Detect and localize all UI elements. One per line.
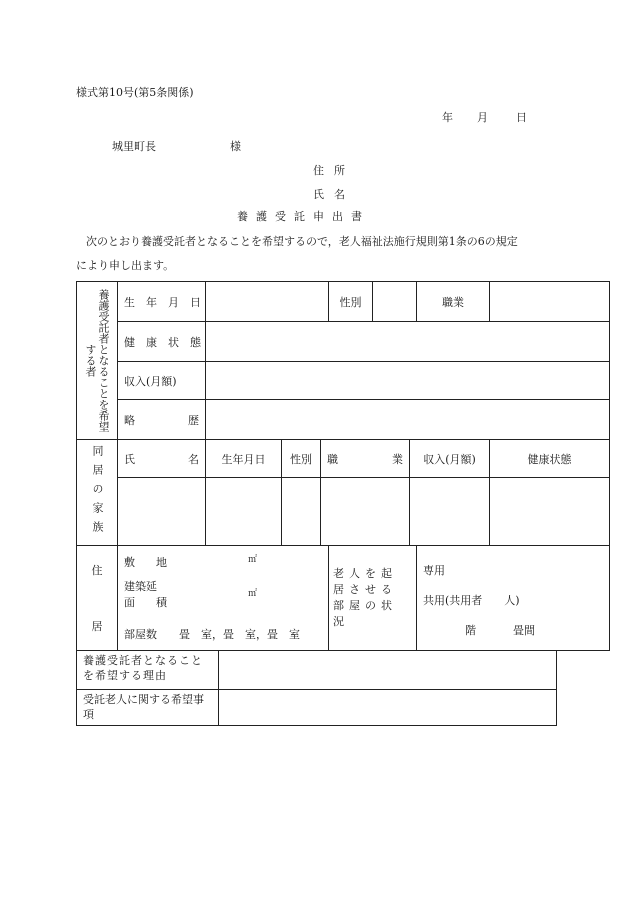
health-field[interactable] [206, 322, 610, 362]
family-col-name: 氏 名 [118, 440, 206, 478]
application-table [76, 281, 610, 651]
tatami-label: 畳間 [513, 624, 535, 637]
gender-label: 性別 [329, 282, 373, 322]
addressee-suffix: 様 [230, 140, 241, 153]
reason-table [76, 650, 557, 726]
name-label: 氏名 [313, 188, 355, 201]
family-col-health: 健康状態 [490, 440, 610, 478]
request-field[interactable] [219, 690, 557, 726]
private-use: 専用 [423, 564, 445, 577]
history-label: 略 歴 [118, 400, 206, 440]
residence-details[interactable]: 敷 地 ㎡ 建築延 面 積 ㎡ 部屋数 畳 室，畳 室，畳 室 [118, 546, 329, 651]
family-occupation-field[interactable] [321, 478, 410, 546]
address-label: 住所 [313, 164, 355, 177]
income-label: 収入(月額) [118, 362, 206, 400]
family-col-gender: 性別 [282, 440, 321, 478]
family-name-field[interactable] [118, 478, 206, 546]
family-section-label: 同居の家族 [77, 440, 118, 546]
birth-date-field[interactable] [206, 282, 329, 322]
income-field[interactable] [206, 362, 610, 400]
family-col-occupation: 職 業 [321, 440, 410, 478]
site-unit: ㎡ [248, 555, 258, 565]
addressee: 城里町長 [112, 140, 156, 153]
date-day: 日 [516, 111, 527, 124]
family-health-field[interactable] [490, 478, 610, 546]
applicant-section-label: 養護受託者となることを希望する者 [77, 282, 118, 440]
form-number: 様式第10号(第5条関係) [76, 86, 194, 99]
health-label: 健 康 状 態 [118, 322, 206, 362]
body-text-line-1: 次のとおり養護受託者となることを希望するので，老人福祉法施行規則第1条の6の規定 [86, 235, 518, 248]
history-field[interactable] [206, 400, 610, 440]
reason-field[interactable] [219, 651, 557, 690]
room-count: 部屋数 畳 室，畳 室，畳 室 [124, 628, 300, 641]
occupation-label: 職業 [417, 282, 490, 322]
birth-date-label: 生 年 月 日 [118, 282, 206, 322]
document-title: 養護受託申出書 [237, 210, 370, 223]
family-birth-field[interactable] [206, 478, 282, 546]
family-income-field[interactable] [410, 478, 490, 546]
family-col-income: 収入(月額) [410, 440, 490, 478]
shared-use: 共用(共用者 人) [423, 594, 520, 607]
reason-label: 養護受託者となることを希望する理由 [77, 651, 219, 690]
gender-field[interactable] [373, 282, 417, 322]
body-text-line-2: により申し出ます。 [76, 259, 175, 272]
family-col-birth: 生年月日 [206, 440, 282, 478]
date-line [442, 109, 527, 125]
occupation-field[interactable] [490, 282, 610, 322]
building-unit: ㎡ [248, 589, 258, 599]
date-year: 年 [442, 111, 453, 124]
date-month: 月 [477, 111, 488, 124]
request-label: 受託老人に関する希望事項 [77, 690, 219, 726]
residence-section-label: 住 居 [77, 546, 118, 651]
elder-room-details[interactable] [417, 546, 610, 651]
elder-room-label: 老人を起居させる部屋の状況 [329, 546, 417, 651]
family-gender-field[interactable] [282, 478, 321, 546]
floor-label: 階 [465, 624, 476, 637]
